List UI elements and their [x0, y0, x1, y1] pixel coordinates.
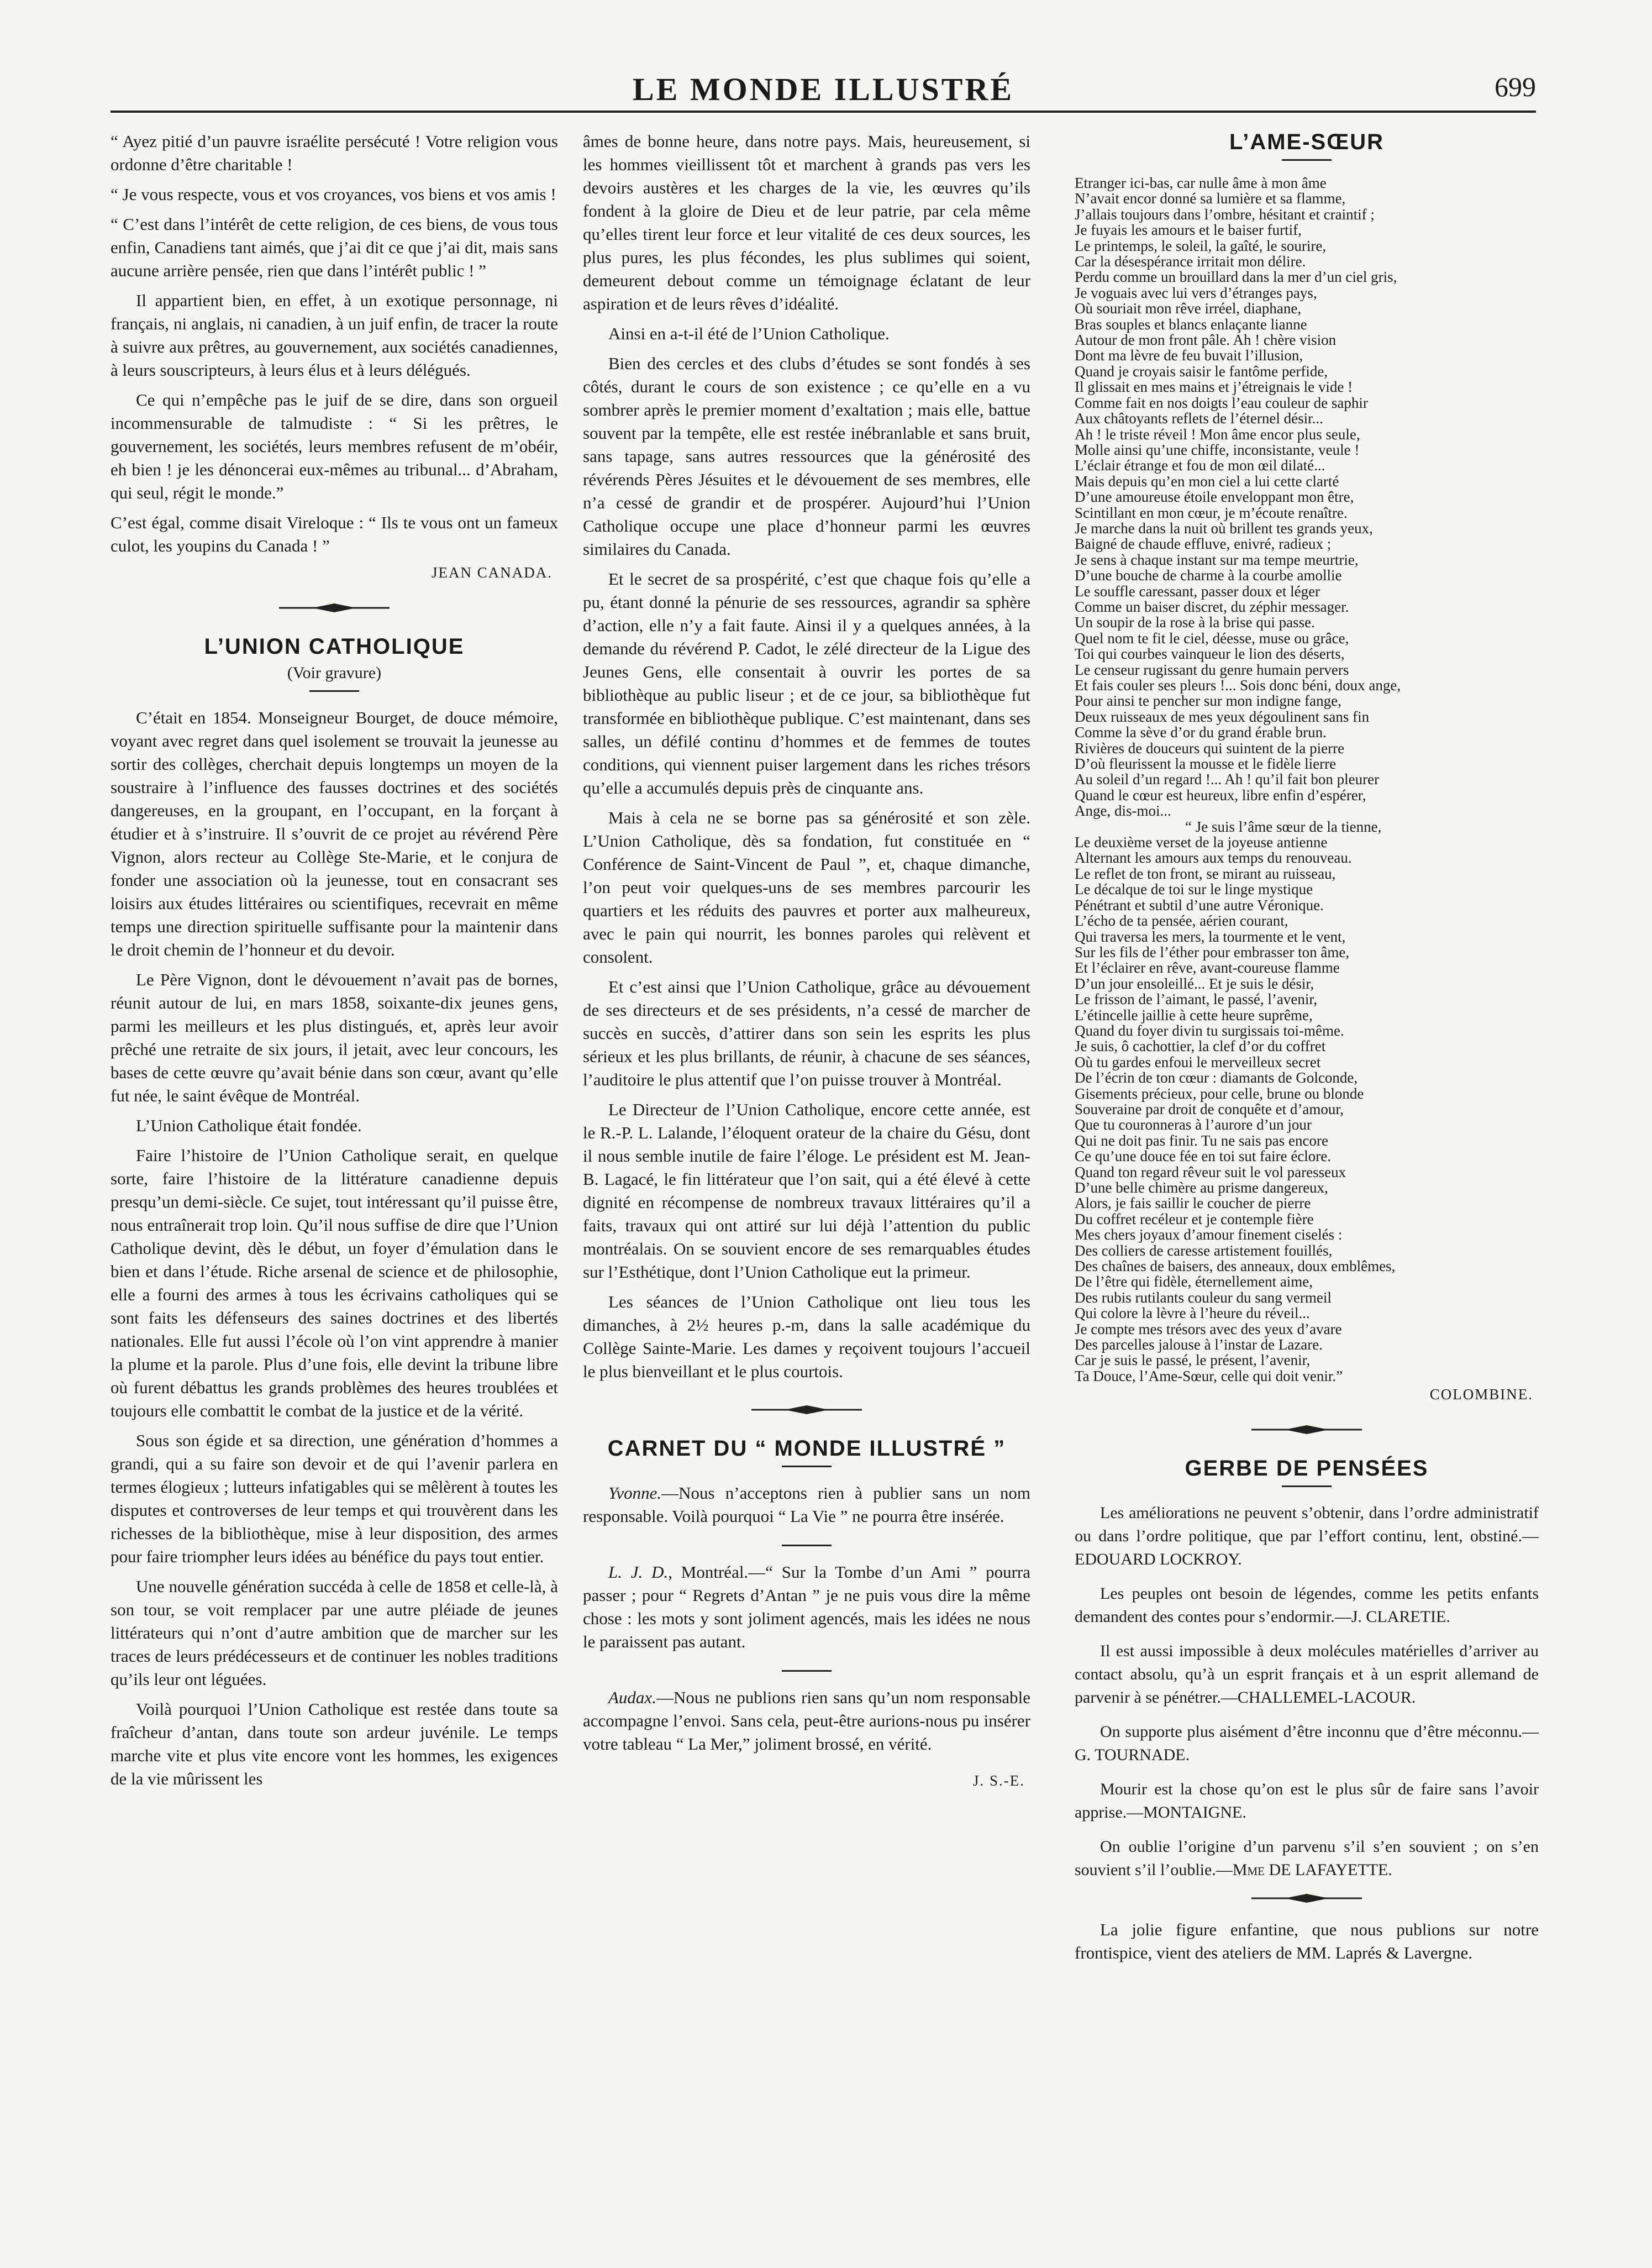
gerbe-section — [1075, 1502, 1539, 1882]
union-paragraph: Une nouvelle génération succéda à celle de 1858 et celle-là, à son tour, se voit remplacer par une autre pléiade de jeunes littérateurs qui n’ont d’autre ambition que de marcher sur les traces de leurs prédécesseurs et de continuer les nobles traditions qu’ils leur ont léguées. — [111, 1577, 558, 1689]
poem-signature: COLOMBINE. — [1429, 1386, 1533, 1403]
poem-line: D’un jour ensoleillé... Et je suis le désir, — [1075, 975, 1314, 992]
carnet-title: CARNET DU “ MONDE ILLUSTRÉ ” — [607, 1436, 1006, 1461]
poem-line: Ta Douce, l’Ame-Sœur, celle qui doit venir.” — [1075, 1367, 1343, 1384]
poem-line: Car je suis le passé, le présent, l’avenir, — [1075, 1352, 1311, 1369]
gerbe-text: Les améliorations ne peuvent s’obtenir, dans l’ordre administratif ou dans l’ordre politique, que par l’effort continu, lent, obstiné.— — [1075, 1504, 1539, 1546]
ornament-separator-icon — [1246, 1424, 1367, 1435]
poem-line: Ange, dis-moi... — [1075, 802, 1171, 820]
poem-line: Des colliers de caresse artistement fouillés, — [1075, 1242, 1333, 1259]
poem-line: D’une bouche de charme à la courbe amollie — [1075, 567, 1342, 584]
gerbe-author: Mme DE LAFAYETTE. — [1232, 1861, 1392, 1880]
gerbe-author: CHALLEMEL-LACOUR. — [1237, 1688, 1416, 1707]
gerbe-item — [1075, 1835, 1539, 1882]
intro-signature: JEAN CANADA. — [432, 564, 553, 581]
gerbe-text: Les peuples ont besoin de légendes, comme les petits enfants demandent des contes pour s’endormir.— — [1075, 1584, 1539, 1626]
carnet-item-text: , Montréal.—“ Sur la Tombe d’un Ami ” pourra passer ; pour “ Regrets d’Antan ” je ne puis vous dire la même chose : les mots y sont joliment agencés, mais les idées ne nous le paraissent pas autant. — [583, 1562, 1030, 1651]
poem-line: Au soleil d’un regard !... Ah ! qu’il fait bon pleurer — [1075, 771, 1380, 788]
gerbe-author: G. TOURNADE. — [1075, 1746, 1190, 1765]
divider — [782, 1466, 832, 1467]
masthead — [111, 66, 1536, 113]
poem-line: De l’écrin de ton cœur : diamants de Golconde, — [1075, 1069, 1358, 1086]
union-title: L’UNION CATHOLIQUE — [204, 634, 465, 659]
poem-line: Je fuyais les amours et le baiser furtif, — [1075, 222, 1302, 239]
gerbe-author: J. CLARETIE. — [1351, 1608, 1450, 1626]
union-paragraph: Sous son égide et sa direction, une génération d’hommes a grandi, qui a su faire son devoir et de qui l’avenir parlera en termes élogieux ; lutteurs infatigables qui se mêlèrent à toutes les disputes et controverses de leur temps et qui trouvèrent dans les richesses de la bibliothèque, mise à leur disposition, des armes pour faire triompher leurs idées au bénéfice du pays tout entier. — [111, 1431, 558, 1566]
union-subtitle: (Voir gravure) — [287, 664, 382, 682]
gerbe-author: MONTAIGNE. — [1143, 1803, 1246, 1822]
poem-line: Baigné de chaude effluve, enivré, radieux ; — [1075, 536, 1332, 553]
poem-line: Il glissait en mes mains et j’étreignais le vide ! — [1075, 379, 1353, 396]
union-paragraph: C’était en 1854. Monseigneur Bourget, de douce mémoire, voyant avec regret dans quel isolement se trouvait la jeunesse au sortir des collèges, cherchait depuis longtemps un moyen de la soustraire à l’influence des fausses doctrines et des sociétés dangereuses, en la groupant, en l’occupant, en la forçant à étudier et à s’instruire. Il s’ouvrit de ce projet au révérend Père Vignon, alors recteur au Collège Ste-Marie, et le conjura de fonder une association où la jeunesse, tout en consacrant ses loisirs aux études littéraires ou scientifiques, recevrait en même temps une direction spirituelle suffisante pour la maintenir dans le droit chemin de l’honneur et du devoir. — [111, 708, 558, 959]
divider — [309, 690, 359, 692]
column-2 — [583, 130, 1030, 2219]
poem-line: L’étincelle jaillie à cette heure suprême, — [1075, 1006, 1313, 1023]
poem-line: Rivières de douceurs qui suintent de la pierre — [1075, 739, 1345, 757]
intro-paragraph: Il appartient bien, en effet, à un exotique personnage, ni français, ni anglais, ni canadien, à un juif enfin, de tracer la route à suivre aux prêtres, au gouvernement, aux sociétés canadiennes, à leurs souscripteurs, à leurs élus et à leurs délégués. — [111, 291, 558, 380]
divider — [782, 1545, 832, 1546]
carnet-item-text: —Nous ne publions rien sans qu’un nom responsable accompagne l’envoi. Sans cela, peut-être aurions-nous pu insérer votre tableau “ La Mer,” joliment brossé, en vérité. — [583, 1688, 1030, 1754]
poem-line: Qui colore la lèvre à l’heure du réveil... — [1075, 1305, 1310, 1322]
gerbe-item — [1075, 1582, 1539, 1629]
poem-line: Quand le cœur est heureux, libre enfin d’espérer, — [1075, 786, 1366, 804]
poem-line: Je voguais avec lui vers d’étranges pays, — [1075, 284, 1317, 301]
gerbe-item — [1075, 1720, 1539, 1767]
poem-line: Souveraine par droit de conquête et d’amour, — [1075, 1100, 1344, 1117]
union-paragraph: Mais à cela ne se borne pas sa générosité et son zèle. L’Union Catholique, dès sa fondation, fut constituée en “ Conférence de Saint-Vincent de Paul ”, et, chaque dimanche, l’on peut voir quelques-uns de ses membres parcourir les quartiers et les réduits des pauvres et porter aux malheureux, avec le pain qui nourrit, les bonnes paroles qui relèvent et consolent. — [583, 808, 1030, 967]
poem-line: Autour de mon front pâle. Ah ! chère vision — [1075, 332, 1337, 349]
union-paragraph: âmes de bonne heure, dans notre pays. Mais, heureusement, si les hommes vieillissent tôt et marchent à grands pas vers les devoirs austères et les charges de la vie, les œuvres qu’ils fondent à la gloire de Dieu et de leur patrie, par cela même qu’elles tirent leur force et leur vitalité de ces deux sources, les plus pures, les plus fécondes, les plus sublimes qui soient, demeurent debout comme un témoignage éclatant de leur aspiration et de leurs rêves d’idéalité. — [583, 132, 1030, 313]
union-paragraph: Et le secret de sa prospérité, c’est que chaque fois qu’elle a pu, étant donné la pénurie de ses ressources, agrandir sa sphère d’action, elle n’y a fait faute. Ainsi il y a quelques années, à la demande du révérend P. Cadot, le zélé directeur de la Ligue des Jeunes Gens, elle consentait à ouvrir les portes de sa bibliothèque au public liseur ; et de ce jour, sa bibliothèque fut transformée en bibliothèque publique. C’est maintenant, dans ses salles, un défilé continu d’hommes et de femmes de toutes conditions, qui viennent puiser largement dans les riches trésors qu’elle a accumulés depuis près de cinquante ans. — [583, 569, 1030, 797]
divider — [1282, 159, 1332, 161]
carnet-item-name: Audax. — [608, 1688, 656, 1707]
poem — [1075, 175, 1539, 1384]
poem-line: Le décalque de toi sur le linge mystique — [1075, 881, 1313, 898]
poem-line: Des parcelles jalouse à l’instar de Lazare. — [1075, 1336, 1323, 1353]
gerbe-author: EDOUARD LOCKROY. — [1075, 1550, 1242, 1569]
poem-line: Alors, je fais saillir le coucher de pierre — [1075, 1195, 1311, 1212]
ornament-separator-icon — [1246, 1893, 1367, 1904]
poem-line: Et l’éclairer en rêve, avant-coureuse flamme — [1075, 959, 1340, 977]
poem-line: Dont ma lèvre de feu buvait l’illusion, — [1075, 347, 1303, 364]
poem-title: L’AME-SŒUR — [1229, 130, 1384, 154]
union-paragraph: Le Directeur de l’Union Catholique, encore cette année, est le R.-P. L. Lalande, l’éloquent orateur de la chaire du Gésu, dont il nous semble inutile de faire l’éloge. Le président est M. Jean-B. Lagacé, le fin littérateur que l’on sait, qui a été élevé à cette dignité en récompense de nombreux travaux littéraires qu’il a faits, travaux qui ont attiré sur lui déjà l’attention du public montréalais. On se souvient encore de ses remarquables études sur l’Esthétique, dont l’Union Catholique eut la primeur. — [583, 1100, 1030, 1282]
poem-line: Des chaînes de baisers, des anneaux, doux emblêmes, — [1075, 1258, 1396, 1275]
poem-line: Mais depuis qu’en mon ciel a lui cette clarté — [1075, 473, 1339, 490]
ornament-separator-icon — [273, 602, 395, 613]
gerbe-text: Il est aussi impossible à deux molécules matérielles d’arriver au contact absolu, qu’à un esprit français et à un esprit allemand de parvenir à se pénétrer.— — [1075, 1642, 1539, 1707]
poem-line: Je marche dans la nuit où brillent tes grands yeux, — [1075, 519, 1373, 537]
carnet-item — [583, 1561, 1030, 1653]
poem-line: Gisements précieux, pour celle, brune ou blonde — [1075, 1085, 1364, 1102]
poem-line: Des rubis rutilants couleur du sang vermeil — [1075, 1289, 1332, 1306]
poem-line: Sur les fils de l’éther pour embrasser ton âme, — [1075, 943, 1350, 960]
poem-line: Etranger ici-bas, car nulle âme à mon âme — [1075, 175, 1327, 191]
poem-line: Bras souples et blancs enlaçante lianne — [1075, 316, 1307, 333]
intro-paragraph: Ce qui n’empêche pas le juif de se dire, dans son orgueil incommensurable de talmudiste : “ Si les prêtres, le gouvernement, les sociétés, leurs membres refusent de m’obéir, eh bien ! je les dénoncerai eux-mêmes au tribunal... d’Abraham, qui seul, régit le monde.” — [111, 390, 558, 502]
poem-line: “ Je suis l’âme sœur de la tienne, — [1185, 818, 1382, 835]
gerbe-item — [1075, 1640, 1539, 1709]
poem-line: Quand je croyais saisir le fantôme perfide, — [1075, 363, 1328, 380]
poem-line: Pénétrant et subtil d’une autre Véronique. — [1075, 896, 1324, 914]
gerbe-text: On oublie l’origine d’un parvenu s’il s’en souvient ; on s’en souvient s’il l’oublie.— — [1075, 1838, 1539, 1880]
union-paragraph: Bien des cercles et des clubs d’études se sont fondés à ses côtés, durant le cours de son existence ; ce qu’elle en a vu sombrer après le premier moment d’exaltation ; mais elle, battue souvent par la tempête, elle est restée inébranlable et sans bruit, sans tapage, sans autres ressources que la générosité des révérends Pères Jésuites et le dévouement de ses membres, elle n’a cessé de grandir et de prospérer. Aujourd’hui l’Union Catholique occupe une place d’honneur parmi les œuvres similaires du Canada. — [583, 354, 1030, 559]
poem-line: Qui traversa les mers, la tourmente et le vent, — [1075, 928, 1346, 945]
intro-paragraph: “ Je vous respecte, vous et vos croyances, vos biens et vos amis ! — [111, 185, 556, 204]
column-3 — [1075, 130, 1539, 2219]
poem-line: Le censeur rugissant du genre humain pervers — [1075, 661, 1349, 678]
poem-line: Le reflet de ton front, se mirant au ruisseau, — [1075, 865, 1336, 882]
union-paragraph: Voilà pourquoi l’Union Catholique est restée dans toute sa fraîcheur d’antan, dans toute son ardeur juvénile. Le temps marche vite et plus vite encore vont les hommes, les exigences de la vie mûrissent les — [111, 1699, 558, 1788]
union-paragraph: Et c’est ainsi que l’Union Catholique, grâce au dévouement de ses directeurs et de ses présidents, n’a cessé de marcher de succès en succès, d’attirer dans son sein les esprits les plus sérieux et les plus brillants, de réunir, à chacune de ses séances, l’auditoire le plus attentif que l’on puisse trouver à Montréal. — [583, 977, 1030, 1089]
union-paragraph: Le Père Vignon, dont le dévouement n’avait pas de bornes, réunit autour de lui, en mars 1858, soixante-dix jeunes gens, parmi les meilleurs et les plus distingués, et, après leur avoir prêché une retraite de six jours, il jetait, avec leur concours, les bases de cette œuvre qu’avait bénie dans son cœur, avant qu’elle fut née, le saint évêque de Montréal. — [111, 970, 558, 1105]
gerbe-text: On supporte plus aisément d’être inconnu que d’être méconnu.— — [1100, 1723, 1539, 1741]
intro-paragraph: C’est égal, comme disait Vireloque : “ Ils te vous ont un fameux culot, les youpins du Canada ! ” — [111, 513, 558, 555]
poem-line: Où souriait mon rêve irréel, diaphane, — [1075, 300, 1302, 317]
intro-paragraph: “ Ayez pitié d’un pauvre israélite persécuté ! Votre religion vous ordonne d’être charitable ! — [111, 132, 558, 174]
divider — [1282, 1485, 1332, 1487]
poem-line: D’où fleurissent la mousse et le fidèle lierre — [1075, 755, 1337, 773]
poem-line: Je sens à chaque instant sur ma tempe meurtrie, — [1075, 551, 1359, 568]
masthead-title: LE MONDE ILLUSTRÉ — [632, 71, 1014, 107]
poem-line: L’éclair étrange et fou de mon œil dilaté... — [1075, 457, 1325, 474]
poem-line: Car la désespérance irritait mon délire. — [1075, 253, 1306, 270]
poem-line: Ce qu’une douce fée en toi sut faire éclore. — [1075, 1148, 1332, 1165]
column-1 — [111, 130, 558, 2219]
poem-line: Quand du foyer divin tu surgissais toi-même. — [1075, 1022, 1344, 1039]
poem-line: Que tu couronneras à l’aurore d’un jour — [1075, 1116, 1312, 1133]
union-paragraph: Ainsi en a-t-il été de l’Union Catholique. — [608, 324, 890, 343]
poem-line: Scintillant en mon cœur, je m’écoute renaître. — [1075, 504, 1348, 521]
poem-line: Je compte mes trésors avec des yeux d’avare — [1075, 1320, 1342, 1337]
gerbe-item — [1075, 1502, 1539, 1571]
poem-line: Et fais couler ses pleurs !... Sois donc béni, doux ange, — [1075, 677, 1401, 694]
poem-line: Ah ! le triste réveil ! Mon âme encor plus seule, — [1075, 426, 1360, 443]
poem-line: Alternant les amours aux temps du renouveau. — [1075, 849, 1352, 867]
poem-line: Qui ne doit pas finir. Tu ne sais pas encore — [1075, 1132, 1328, 1149]
poem-line: Un soupir de la rose à la brise qui passe. — [1075, 614, 1315, 631]
intro-paragraph: “ C’est dans l’intérêt de cette religion, de ces biens, de vous tous enfin, Canadiens tant aimés, que j’ai dit ce que j’ai dit, mais sans aucune arrière pensée, rien que dans l’intérêt public ! ” — [111, 214, 558, 280]
carnet-item — [583, 1482, 1030, 1528]
poem-line: Le souffle caressant, passer doux et léger — [1075, 582, 1320, 600]
poem-line: Quand ton regard rêveur suit le vol paresseux — [1075, 1163, 1346, 1180]
poem-line: D’une belle chimère au prisme dangereux, — [1075, 1179, 1328, 1196]
poem-line: Comme la sève d’or du grand érable brun. — [1075, 724, 1327, 741]
poem-line: Quel nom te fit le ciel, déesse, muse ou grâce, — [1075, 629, 1349, 647]
union-paragraph: L’Union Catholique était fondée. — [136, 1116, 362, 1135]
ornament-separator-icon — [746, 1404, 867, 1415]
poem-line: Du coffret recéleur et je contemple fière — [1075, 1210, 1314, 1227]
carnet-section — [583, 1482, 1030, 1789]
poem-line: Molle ainsi qu’une chiffe, inconsistante, veule ! — [1075, 441, 1360, 458]
carnet-item-text: —Nous n’acceptons rien à publier sans un nom responsable. Voilà pourquoi “ La Vie ” ne pourra être insérée. — [583, 1483, 1030, 1526]
poem-line: L’écho de ta pensée, aérien courant, — [1075, 912, 1288, 930]
page-number: 699 — [1495, 71, 1536, 102]
poem-line: Toi qui courbes vainqueur le lion des déserts, — [1075, 645, 1345, 663]
carnet-item — [583, 1686, 1030, 1756]
carnet-signature: J. S.-E. — [972, 1772, 1025, 1789]
poem-line: Perdu comme un brouillard dans la mer d’un ciel gris, — [1075, 269, 1397, 286]
divider — [782, 1670, 832, 1672]
union-paragraph: Faire l’histoire de l’Union Catholique serait, en quelque sorte, faire l’histoire de la littérature canadienne depuis presqu’un demi-siècle. Ce sujet, tout intéressant qu’il puisse être, nous entraînerait trop loin. Qu’il nous suffise de dire que l’Union Catholique devint, dès le début, un foyer d’émulation dans le bien et dans l’étude. Riche arsenal de science et de philosophie, elle a fourni des armes à tous les écrivains catholiques qui se sont faits les défenseurs des saines doctrines et des libertés nationales. Elle fut aussi l’école où l’on vint apprendre à manier la plume et la parole. Plus d’une fois, elle devint la tribune libre où furent débattus les grands problèmes des heures troublées et toujours elle combattit le combat de la justice et de la vérité. — [111, 1146, 558, 1420]
poem-line: J’allais toujours dans l’ombre, hésitant et craintif ; — [1075, 206, 1375, 223]
poem-line: Où tu gardes enfoui le merveilleux secret — [1075, 1053, 1321, 1070]
poem-line: Je suis, ô cachottier, la clef d’or du coffret — [1075, 1038, 1326, 1055]
poem-line: Comme fait en nos doigts l’eau couleur de saphir — [1075, 394, 1368, 411]
poem-line: N’avait encor donné sa lumière et sa flamme, — [1075, 190, 1346, 207]
gerbe-item — [1075, 1778, 1539, 1824]
poem-line: Pour ainsi te pencher sur mon indigne fange, — [1075, 692, 1341, 710]
poem-line: Mes chers joyaux d’amour finement ciselés : — [1075, 1226, 1343, 1243]
carnet-item-name: L. J. D. — [608, 1562, 669, 1582]
poem-line: D’une amoureuse étoile enveloppant mon être, — [1075, 489, 1354, 506]
gerbe-title: GERBE DE PENSÉES — [1185, 1456, 1429, 1481]
poem-line: Aux châtoyants reflets de l’éternel désir... — [1075, 410, 1323, 427]
poem-line: Comme un baiser discret, du zéphir messager. — [1075, 598, 1349, 615]
union-paragraph: Les séances de l’Union Catholique ont lieu tous les dimanches, à 2½ heures p.-m, dans la salle académique du Collège Sainte-Marie. Les dames y reçoivent toujours l’accueil le plus bienveillant et le plus courtois. — [583, 1292, 1030, 1381]
poem-line: Deux ruisseaux de mes yeux dégoulinent sans fin — [1075, 708, 1370, 725]
poem-line: De l’être qui fidèle, éternellement aime, — [1075, 1273, 1313, 1290]
poem-line: Le frisson de l’aimant, le passé, l’avenir, — [1075, 991, 1318, 1008]
gerbe-text: Mourir est la chose qu’on est le plus sûr de faire sans l’avoir apprise.— — [1075, 1780, 1539, 1822]
poem-line: Le deuxième verset de la joyeuse antienne — [1075, 834, 1328, 851]
poem-line: Le printemps, le soleil, la gaîté, le sourire, — [1075, 237, 1327, 254]
carnet-item-name: Yvonne. — [608, 1483, 662, 1503]
closing-note: La jolie figure enfantine, que nous publions sur notre frontispice, vient des ateliers de MM. Laprés & Lavergne. — [1075, 1920, 1539, 1963]
